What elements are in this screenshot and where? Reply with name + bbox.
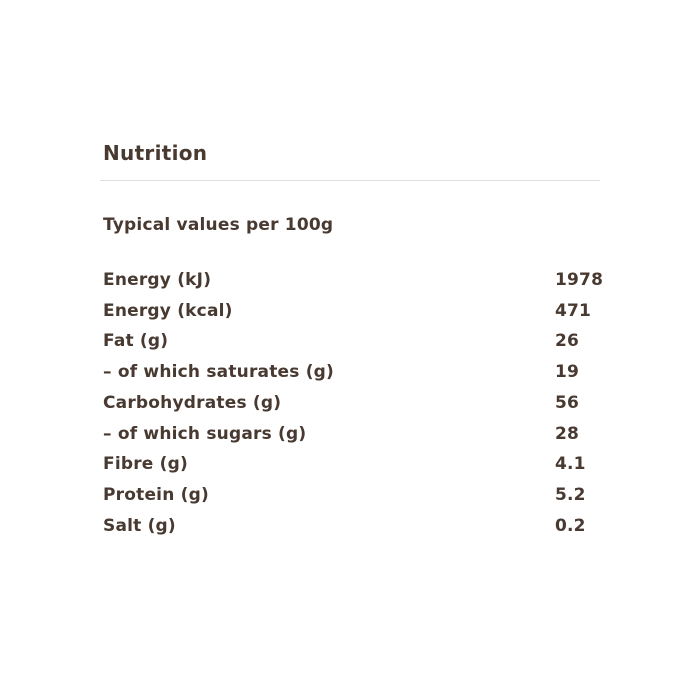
nutrition-label: Protein (g)	[103, 484, 209, 505]
nutrition-label: – of which sugars (g)	[103, 423, 307, 444]
nutrition-row-fat	[103, 326, 600, 357]
nutrition-value: 19	[555, 362, 580, 383]
nutrition-row-salt	[103, 511, 600, 542]
nutrition-value: 28	[555, 423, 580, 444]
nutrition-row-energy-kj	[103, 265, 604, 296]
nutrition-value: 5.2	[555, 484, 586, 505]
nutrition-row-saturates	[103, 357, 600, 388]
nutrition-value: 4.1	[555, 454, 586, 475]
nutrition-value: 0.2	[555, 515, 586, 536]
nutrition-row-protein	[103, 480, 600, 511]
section-divider	[100, 180, 600, 181]
nutrition-table	[100, 265, 604, 541]
nutrition-label: Fibre (g)	[103, 454, 188, 475]
nutrition-value: 471	[555, 300, 592, 321]
nutrition-label: Energy (kJ)	[103, 270, 212, 290]
nutrition-value: 26	[555, 331, 580, 352]
nutrition-row-energy-kcal	[103, 296, 600, 327]
nutrition-label: Carbohydrates (g)	[103, 392, 282, 413]
nutrition-section	[100, 140, 604, 541]
typical-values-subtitle: Typical values per 100g	[103, 215, 334, 235]
nutrition-label: Energy (kcal)	[103, 300, 233, 321]
section-title: Nutrition	[103, 141, 208, 165]
nutrition-row-fibre	[103, 449, 600, 480]
nutrition-label: Fat (g)	[103, 331, 169, 352]
nutrition-value: 56	[555, 392, 580, 413]
nutrition-label: – of which saturates (g)	[103, 362, 335, 383]
nutrition-row-carbohydrates	[103, 388, 600, 419]
nutrition-value: 1978	[555, 270, 604, 290]
nutrition-label: Salt (g)	[103, 515, 176, 536]
nutrition-row-sugars	[103, 419, 600, 450]
